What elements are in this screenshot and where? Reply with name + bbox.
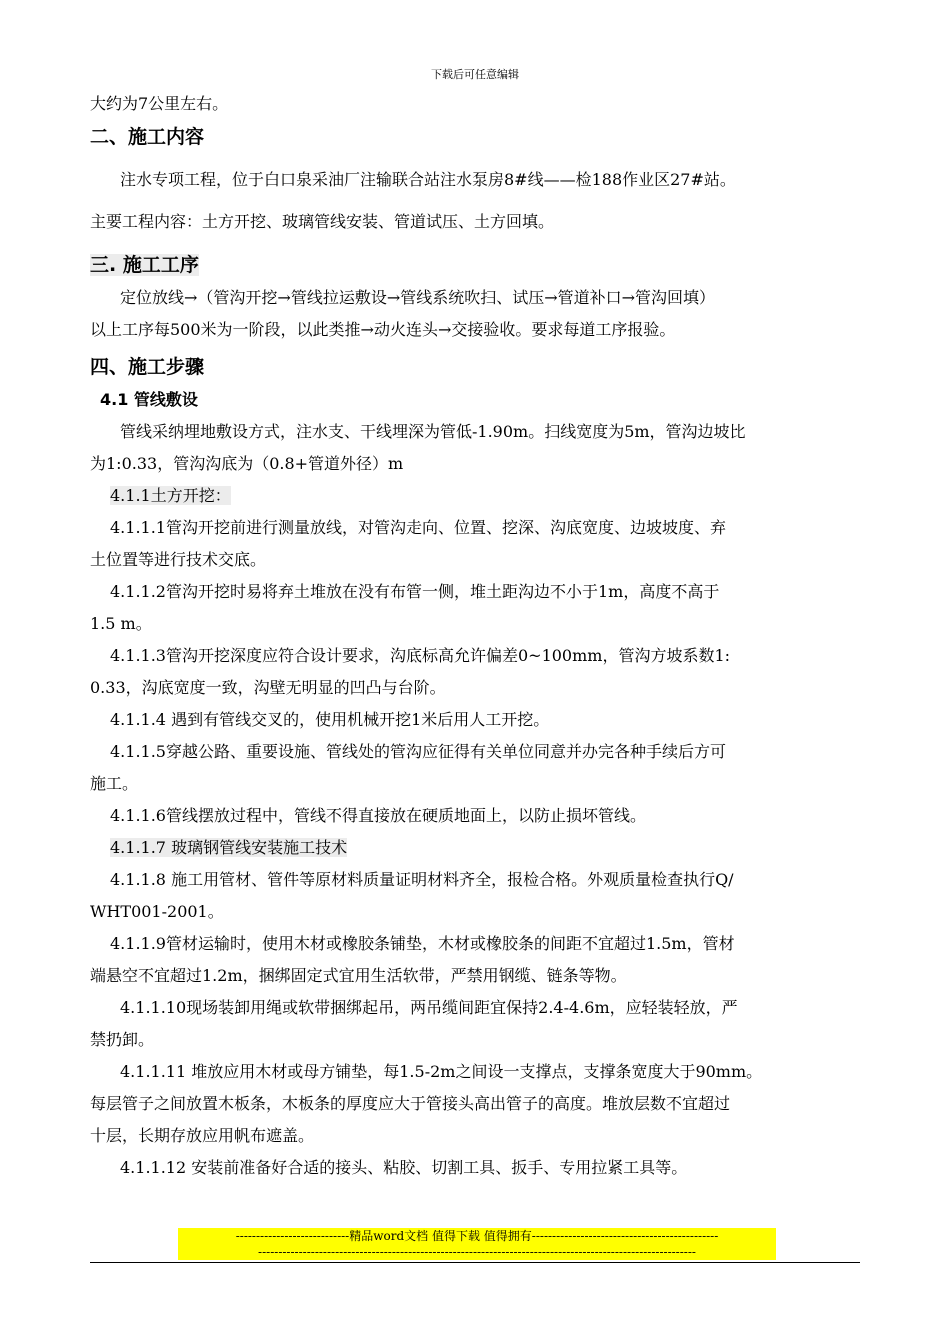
paragraph-line: 1.5 m。 [90,614,152,633]
subsection-heading-4-1-1 [90,480,860,512]
paragraph-line: 4.1.1.2管沟开挖时易将弃土堆放在没有布管一侧，堆土距沟边不小于1m，高度不高于 [110,582,720,601]
paragraph-line: 0.33，沟底宽度一致，沟壁无明显的凹凸与台阶。 [90,678,446,697]
paragraph-line: 4.1.1.8 施工用管材、管件等原材料质量证明材料齐全，报检合格。外观质量检查执行Q/ [110,870,734,889]
section-heading-4: 四、施工步骤 [90,356,205,378]
section-heading-3 [90,248,860,282]
paragraph-line: 施工。 [90,774,139,793]
paragraph-line: 4.1.1.11 堆放应用木材或母方铺垫，每1.5-2m之间设一支撑点，支撑条宽度大于90mm。 [120,1062,763,1081]
footer-rule [90,1262,860,1263]
paragraph-line: 主要工程内容：土方开挖、玻璃管线安装、管道试压、土方回填。 [90,212,555,231]
heading-highlight: 三. 施工工序 [90,254,199,276]
paragraph-line: 4.1.1.10现场装卸用绳或软带捆绑起吊，两吊缆间距宜保持2.4-4.6m，应轻装轻放，严 [120,998,738,1017]
paragraph-line: 以上工序每500米为一阶段，以此类推→动火连头→交接验收。要求每道工序报验。 [90,320,676,339]
heading-highlight: 4.1.1土方开挖： [110,486,231,505]
section-heading-2: 二、施工内容 [90,126,205,148]
subsection-heading-4-1-1-7 [90,832,860,864]
paragraph-line: WHT001-2001。 [90,902,224,921]
subsection-heading-4-1: 4.1 管线敷设 [100,390,198,409]
paragraph-line: 注水专项工程，位于白口泉采油厂注输联合站注水泵房8#线——检188作业区27#站。 [120,170,736,189]
page-header: 下载后可任意编辑 [431,68,519,81]
paragraph-line: 定位放线→（管沟开挖→管线拉运敷设→管线系统吹扫、试压→管道补口→管沟回填） [120,288,716,307]
heading-highlight: 4.1.1.7 玻璃钢管线安装施工技术 [110,838,348,857]
paragraph-line: 管线采纳埋地敷设方式，注水支、干线埋深为管低-1.90m。扫线宽度为5m，管沟边坡比 [120,422,746,441]
document-body [90,88,860,1184]
paragraph-line: 为1:0.33，管沟沟底为（0.8+管道外径）m [90,454,404,473]
paragraph-line: 4.1.1.6管线摆放过程中，管线不得直接放在硬质地面上，以防止损坏管线。 [110,806,646,825]
paragraph-line: 4.1.1.5穿越公路、重要设施、管线处的管沟应征得有关单位同意并办完各种手续后方可 [110,742,726,761]
paragraph-line: 土位置等进行技术交底。 [90,550,267,569]
footer-banner-line-1: ----------------------------精品word文档 值得下载 值得拥有---------------------------------------------- [178,1228,776,1244]
paragraph-line: 4.1.1.12 安装前准备好合适的接头、粘胶、切割工具、扳手、专用拉紧工具等。 [120,1158,688,1177]
paragraph-line: 十层，长期存放应用帆布遮盖。 [90,1126,315,1145]
paragraph-line: 禁扔卸。 [90,1030,155,1049]
paragraph-line: 4.1.1.3管沟开挖深度应符合设计要求，沟底标高允许偏差0~100mm，管沟方坡系数1: [110,646,731,665]
paragraph-line: 4.1.1.9管材运输时，使用木材或橡胶条铺垫，木材或橡胶条的间距不宜超过1.5m，管材 [110,934,735,953]
paragraph-line: 4.1.1.1管沟开挖前进行测量放线，对管沟走向、位置、挖深、沟底宽度、边坡坡度、弃 [110,518,726,537]
paragraph-line: 4.1.1.4 遇到有管线交叉的，使用机械开挖1米后用人工开挖。 [110,710,550,729]
paragraph-line: 大约为7公里左右。 [90,94,229,113]
paragraph-line: 每层管子之间放置木板条，木板条的厚度应大于管接头高出管子的高度。堆放层数不宜超过 [90,1094,731,1113]
footer-banner-line-2: ------------------------------------------------------------------------------------------------------------ [178,1244,776,1260]
paragraph-line: 端悬空不宜超过1.2m，捆绑固定式宜用生活软带，严禁用钢缆、链条等物。 [90,966,627,985]
